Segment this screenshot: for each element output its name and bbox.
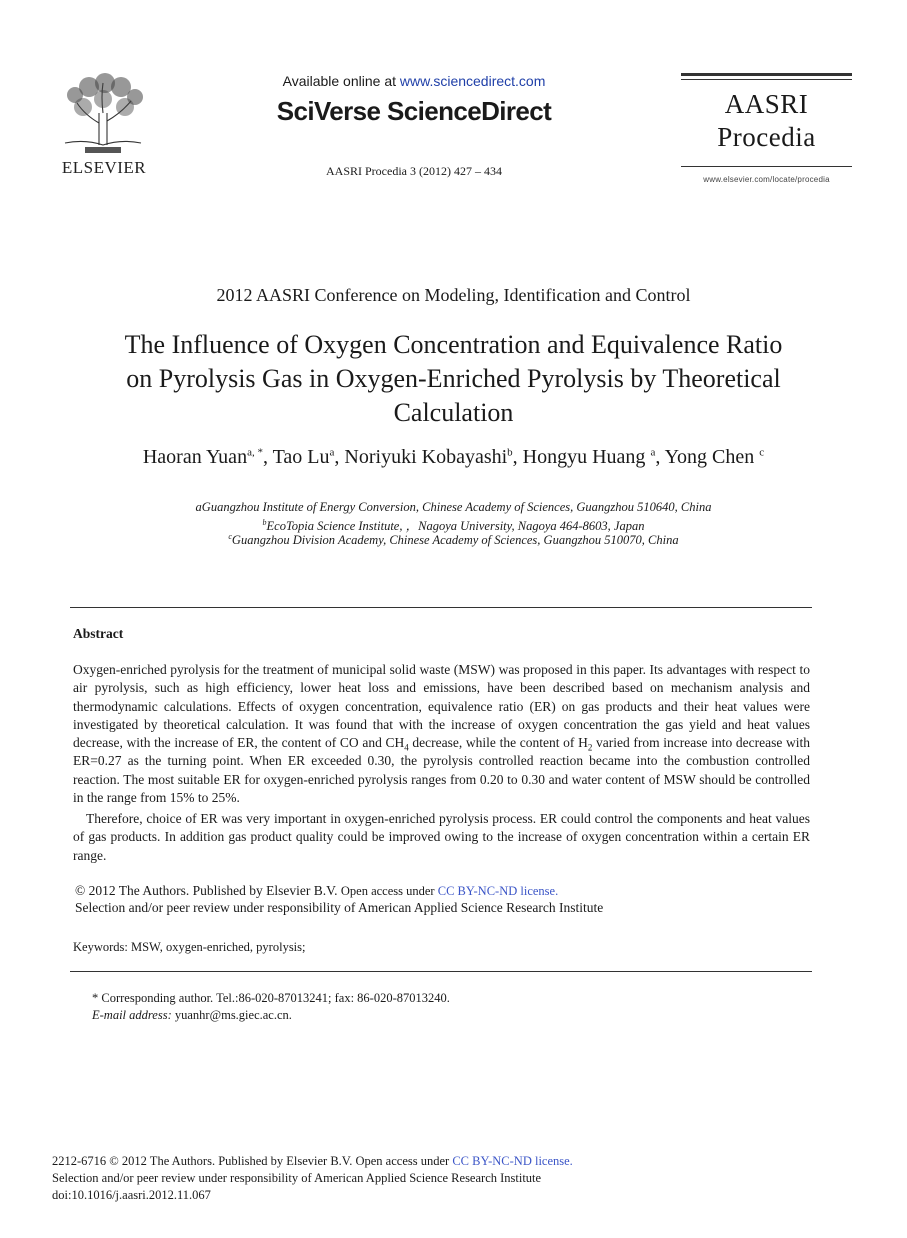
author-separator: , bbox=[334, 446, 345, 468]
author-name: Yong Chen bbox=[664, 446, 760, 468]
author-affiliation-mark: a bbox=[329, 446, 335, 459]
subscript: 2 bbox=[587, 742, 593, 753]
affiliation-text: aGuangzhou Institute of Energy Conversion, Chinese Academy of Sciences, Guangzhou 510640, China bbox=[195, 500, 712, 515]
subscript: 4 bbox=[404, 742, 409, 753]
abstract-text: varied from increase into decrease with ER=0.27 as the turning point. When ER exceeded 0.30, the pyrolysis controlled reaction became into the combustion controlled reaction. The most suitable ER for oxygen-enriched pyrolysis ranges from 0.20 to 0.30 and water content of MSW should be controlled in the range from 15% to 25%. bbox=[73, 735, 810, 806]
title-line-2: on Pyrolysis Gas in Oxygen-Enriched Pyrolysis by Theoretical bbox=[126, 364, 781, 393]
affiliation-mark: b bbox=[262, 517, 267, 527]
author-affiliation-mark: a bbox=[650, 446, 656, 459]
email-label: E-mail address: bbox=[92, 1008, 172, 1022]
abstract-text: Oxygen-enriched pyrolysis for the treatment of municipal solid waste (MSW) was proposed in this paper. Its advantages with respect to air pyrolysis, such as high efficiency, lower heat loss and emissions, have been described based on mechanism analysis and thermodynamic calculations. Effects of oxygen concentration, equivalence ratio (ER) on gas products and their heat values were investigated by theoretical calculation. It was found that with the increase of oxygen concentration the gas yield and heat values decrease, with the increase of ER, the content of CO and CH bbox=[73, 662, 810, 751]
abstract-top-rule bbox=[70, 607, 812, 608]
conference-name: 2012 AASRI Conference on Modeling, Identification and Control bbox=[216, 285, 691, 305]
email-line bbox=[92, 1008, 292, 1023]
journal-rule-top-thin bbox=[681, 79, 852, 80]
author-list bbox=[40, 446, 867, 469]
journal-url[interactable]: www.elsevier.com/locate/procedia bbox=[703, 175, 830, 184]
abstract-paragraph-1 bbox=[73, 661, 810, 807]
peer-review-statement: Selection and/or peer review under responsibility of American Applied Science Research Institute bbox=[75, 900, 604, 915]
license-link[interactable]: CC BY-NC-ND license. bbox=[437, 884, 559, 898]
email-address[interactable]: yuanhr@ms.giec.ac.cn. bbox=[171, 1008, 292, 1022]
publisher-logo: ELSEVIER bbox=[61, 158, 147, 177]
abstract-text: decrease, while the content of H bbox=[408, 735, 588, 751]
affiliation-text: Guangzhou Division Academy, Chinese Academy of Sciences, Guangzhou 510070, China bbox=[231, 533, 679, 548]
corresponding-author: * Corresponding author. Tel.:86-020-87013241; fax: 86-020-87013240. bbox=[92, 991, 450, 1005]
footer-open-access-label: Open access under bbox=[355, 1154, 453, 1168]
footer-peer-review: Selection and/or peer review under responsibility of American Applied Science Research Institute bbox=[52, 1171, 542, 1185]
author-name: Hongyu Huang bbox=[522, 446, 651, 468]
footer-copyright-text: 2212-6716 © 2012 The Authors. Published by Elsevier B.V. bbox=[52, 1154, 356, 1168]
elsevier-tree-logo-icon bbox=[55, 73, 151, 159]
journal-title-line2: Procedia bbox=[717, 122, 816, 152]
journal-title-line1: AASRI bbox=[724, 89, 809, 119]
affiliation-text: EcoTopia Science Institute, ，Nagoya University, Nagoya 464-8603, Japan bbox=[266, 519, 645, 533]
open-access-label: Open access under bbox=[340, 884, 438, 898]
affiliation-a bbox=[40, 499, 867, 515]
abstract-heading: Abstract bbox=[73, 626, 124, 641]
title-line-1: The Influence of Oxygen Concentration and Equivalence Ratio bbox=[124, 330, 783, 359]
sciverse-brand: SciVerse ScienceDirect bbox=[276, 96, 552, 126]
keywords-bottom-rule bbox=[70, 971, 812, 972]
sciencedirect-link[interactable]: www.sciencedirect.com bbox=[399, 73, 546, 89]
author-name: Noriyuki Kobayashi bbox=[344, 446, 508, 468]
author-separator: , bbox=[655, 446, 665, 468]
author-affiliation-mark: b bbox=[507, 446, 513, 459]
copyright-text: © 2012 The Authors. Published by Elsevier B.V. bbox=[75, 883, 341, 898]
author-separator: , bbox=[512, 446, 523, 468]
footer-license-link[interactable]: CC BY-NC-ND license. bbox=[452, 1154, 573, 1168]
available-online bbox=[200, 73, 628, 89]
journal-title bbox=[681, 88, 852, 154]
author-name: Haoran Yuan bbox=[142, 446, 248, 468]
affiliation-mark: c bbox=[228, 532, 232, 541]
keywords: Keywords: MSW, oxygen-enriched, pyrolysis; bbox=[73, 940, 306, 954]
journal-rule-top bbox=[681, 73, 852, 76]
author-separator: , bbox=[262, 446, 273, 468]
author-name: Tao Lu bbox=[272, 446, 330, 468]
copyright-line bbox=[75, 883, 558, 899]
paper-title bbox=[40, 328, 867, 430]
journal-citation: AASRI Procedia 3 (2012) 427 – 434 bbox=[326, 164, 502, 178]
journal-rule-bottom bbox=[681, 166, 852, 167]
title-line-3: Calculation bbox=[393, 398, 514, 427]
author-affiliation-mark: c bbox=[759, 446, 765, 459]
footer-doi[interactable]: doi:10.1016/j.aasri.2012.11.067 bbox=[52, 1188, 211, 1202]
affiliation-c bbox=[40, 532, 867, 548]
author-affiliation-mark: a, * bbox=[247, 446, 263, 459]
available-prefix: Available online at bbox=[282, 73, 400, 89]
abstract-paragraph-2: Therefore, choice of ER was very important in oxygen-enriched pyrolysis process. ER could control the components and heat values of gas products. In addition gas product quality could be improved owing to the increase of oxygen concentration within a certain ER range. bbox=[73, 811, 810, 863]
footer-copyright bbox=[52, 1154, 573, 1169]
